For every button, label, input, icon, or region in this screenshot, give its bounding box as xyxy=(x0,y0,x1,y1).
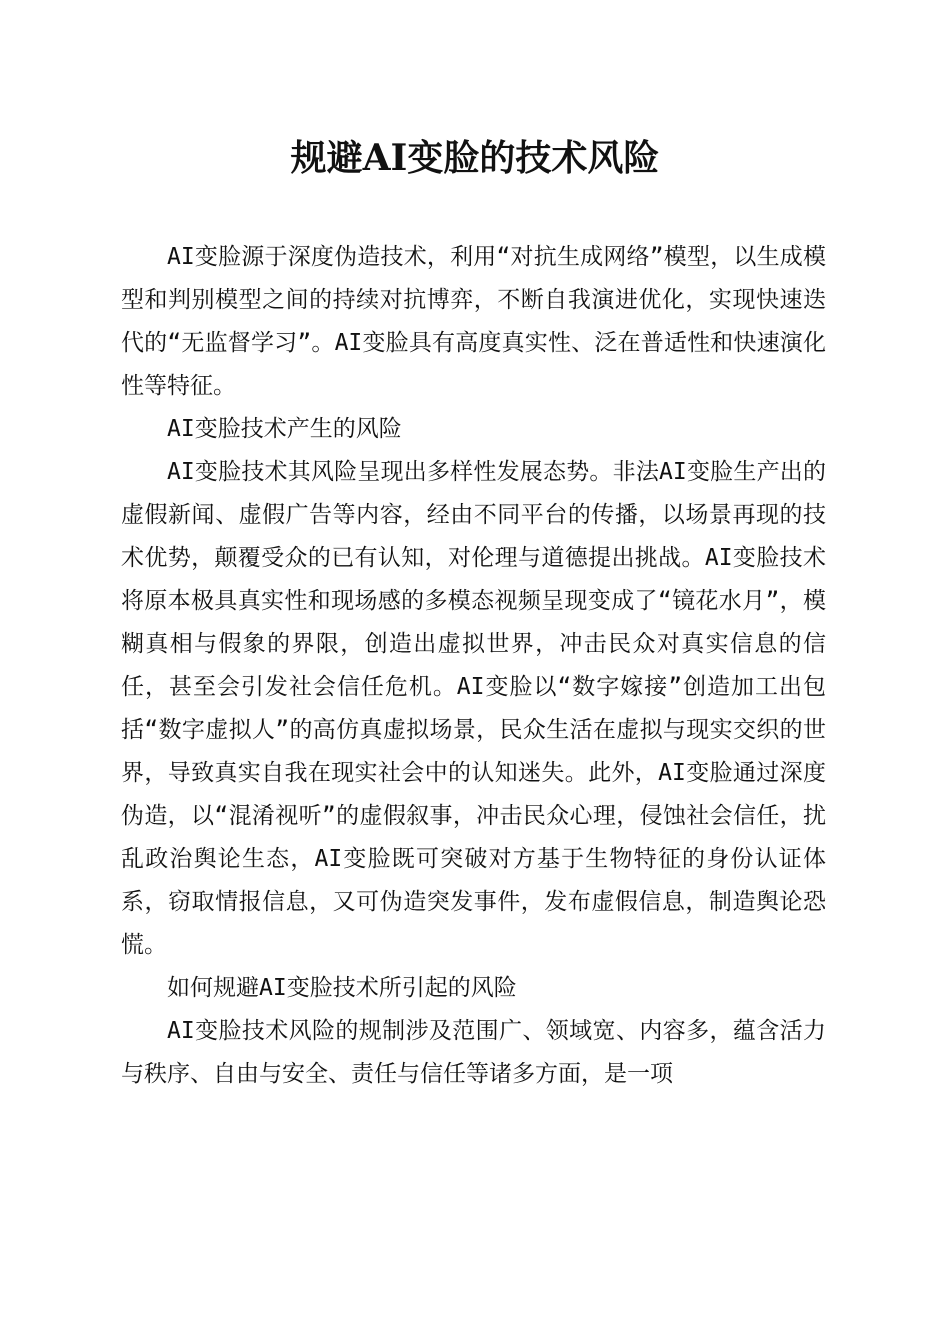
section-heading-avoidance: 如何规避AI变脸技术所引起的风险 xyxy=(167,975,517,1001)
document-body xyxy=(121,236,826,1096)
avoidance-paragraph: AI变脸技术风险的规制涉及范围广、领域宽、内容多，蕴含活力与秩序、自由与安全、责任与信任等诸多方面，是一项 xyxy=(121,1018,826,1087)
risks-paragraph: AI变脸技术其风险呈现出多样性发展态势。非法AI变脸生产出的虚假新闻、虚假广告等内容，经由不同平台的传播，以场景再现的技术优势，颠覆受众的已有认知，对伦理与道德提出挑战。AI变脸技术将原本极具真实性和现场感的多模态视频呈现变成了“镜花水月”，模糊真相与假象的界限，创造出虚拟世界，冲击民众对真实信息的信任，甚至会引发社会信任危机。AI变脸以“数字嫁接”创造加工出包括“数字虚拟人”的高仿真虚拟场景，民众生活在虚拟与现实交织的世界，导致真实自我在现实社会中的认知迷失。此外，AI变脸通过深度伪造，以“混淆视听”的虚假叙事，冲击民众心理，侵蚀社会信任，扰乱政治舆论生态，AI变脸既可突破对方基于生物特征的身份认证体系，窃取情报信息，又可伪造突发事件，发布虚假信息，制造舆论恐慌。 xyxy=(121,459,826,958)
document-title: 规避AI变脸的技术风险 xyxy=(290,137,660,179)
section-heading-risks: AI变脸技术产生的风险 xyxy=(167,416,402,442)
intro-paragraph: AI变脸源于深度伪造技术，利用“对抗生成网络”模型，以生成模型和判别模型之间的持续对抗博弈，不断自我演进优化，实现快速迭代的“无监督学习”。AI变脸具有高度真实性、泛在普适性和快速演化性等特征。 xyxy=(121,244,826,399)
